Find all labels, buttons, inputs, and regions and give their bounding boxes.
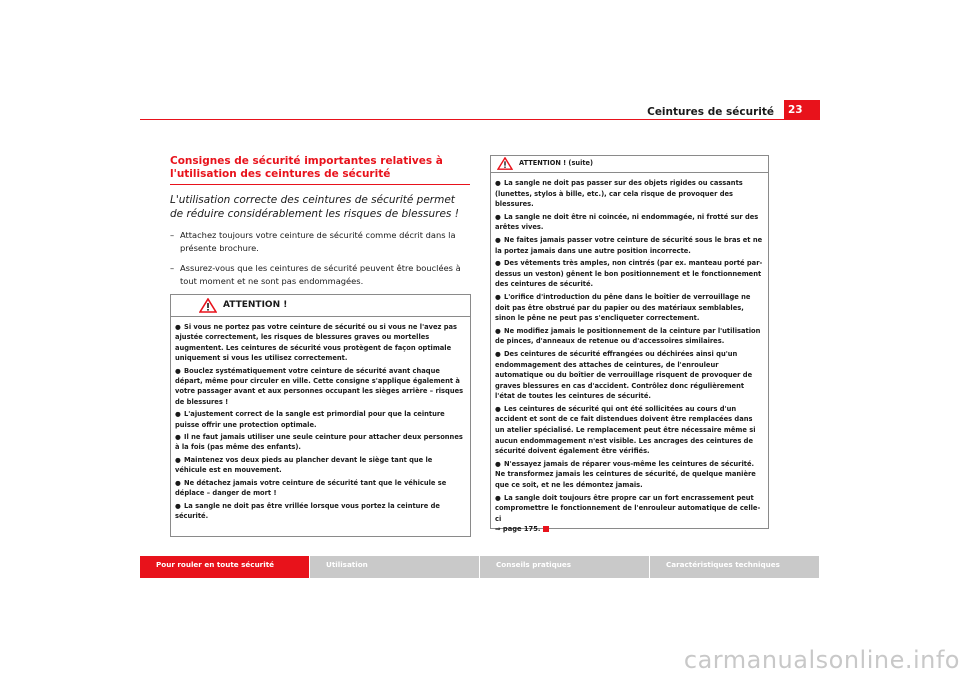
- bullet-icon: ●: [175, 478, 181, 487]
- list-item: ● La sangle ne doit pas passer sur des objets rigides ou cassants (lunettes, stylos à bille, etc.), car cela risque de provoquer des blessures.: [495, 179, 743, 209]
- end-marker-icon: [543, 526, 549, 532]
- list-item: ● Les ceintures de sécurité qui ont été sollicitées au cours d'un accident et sont de ce fait distendues doivent être remplacées dans un atelier spécialisé. Le remplacement peut être nécessaire même si aucun endommagement n'est visible. Les ancrages des ceintures de sécurité doivent également être vérifiés.: [495, 404, 756, 456]
- bullet-icon: ●: [175, 433, 181, 442]
- bullet-icon: ●: [495, 235, 501, 244]
- list-item: ● Ne modifiez jamais le positionnement de la ceinture par l'utilisation de pinces, d'anneaux de retenue ou d'accessoires similaires.: [495, 326, 761, 346]
- attention-list: [171, 317, 470, 521]
- attention-continued-box: [490, 155, 769, 534]
- footer-tab-utilisation[interactable]: Utilisation: [310, 556, 480, 578]
- list-item: ● Ne faites jamais passer votre ceinture de sécurité sous le bras et ne la portez jamais dans une autre position incorrecte.: [495, 235, 763, 255]
- list-item: ● Bouclez systématiquement votre ceinture de sécurité avant chaque départ, même pour circuler en ville. Cette consigne s'applique également à votre passager avant et aux personnes occupant les sièges arrière – risques de blessures !: [175, 366, 464, 406]
- section-content: [170, 155, 470, 295]
- list-item: ● Il ne faut jamais utiliser une seule ceinture pour attacher deux personnes à la fois (pas même des enfants).: [175, 433, 463, 452]
- attention-label: ATTENTION !: [223, 300, 288, 310]
- attention-continued-header: [491, 156, 768, 173]
- bullet-icon: ●: [495, 404, 501, 413]
- page-number: 23: [784, 100, 820, 119]
- warning-triangle-icon: [199, 298, 217, 313]
- bullet-icon: ●: [495, 292, 501, 301]
- bullet-icon: ●: [175, 366, 181, 375]
- list-item: ● La sangle doit toujours être propre car un fort encrassement peut compromettre le fonctionnement de l'enrouleur automatique de celle-ci ⇒ page 175.: [495, 493, 761, 534]
- bullet-icon: ●: [495, 179, 501, 187]
- bullet-icon: ●: [495, 212, 501, 221]
- footer-nav: [140, 556, 820, 578]
- attention-header: [171, 295, 470, 317]
- list-item: ● L'ajustement correct de la sangle est primordial pour que la ceinture puisse offrir une protection optimale.: [175, 410, 445, 429]
- footer-tab-conseils[interactable]: Conseils pratiques: [480, 556, 650, 578]
- bullet-icon: ●: [175, 455, 181, 464]
- list-item: ● Des vêtements très amples, non cintrés (par ex. manteau porté par-dessus un veston) gênent le bon positionnement et le fonctionnement des ceintures de sécurité.: [495, 259, 763, 289]
- list-item: ● L'orifice d'introduction du pêne dans le boîtier de verrouillage ne doit pas être obstrué par du papier ou des matériaux semblables, sinon le pêne ne peut pas s'encliqueter correctement.: [495, 292, 751, 323]
- list-item: ● Si vous ne portez pas votre ceinture de sécurité ou si vous ne l'avez pas ajustée correctement, les risques de blessures graves ou mortelles augmentent. Les ceintures de sécurité vous protègent de façon optimale uniquement si vous les utilisez correctement.: [175, 323, 458, 363]
- bullet-icon: ●: [175, 410, 181, 419]
- section-lead: L'utilisation correcte des ceintures de sécurité permet de réduire considérablement les risques de blessures !: [170, 194, 459, 220]
- page-header-title: Ceintures de sécurité: [647, 106, 774, 118]
- list-item: ● La sangle ne doit être ni coincée, ni endommagée, ni frotté sur des arêtes vives.: [495, 212, 759, 232]
- step-item: – Assurez-vous que les ceintures de sécurité peuvent être bouclées à tout moment et ne sont pas endommagées.: [170, 263, 461, 286]
- footer-tab-securite[interactable]: Pour rouler en toute sécurité: [140, 556, 310, 578]
- attention-continued-label: ATTENTION ! (suite): [519, 159, 593, 167]
- page-reference-link[interactable]: ⇒ page 175.: [495, 525, 541, 534]
- bullet-icon: ●: [495, 459, 501, 468]
- section-title: Consignes de sécurité importantes relatives à l'utilisation des ceintures de sécurité: [170, 155, 470, 185]
- bullet-icon: ●: [495, 259, 501, 268]
- warning-triangle-icon: [497, 157, 513, 170]
- step-list: [170, 229, 470, 287]
- bullet-icon: ●: [495, 326, 501, 335]
- list-item: ● N'essayez jamais de réparer vous-même les ceintures de sécurité. Ne transformez jamais les ceintures de sécurité, de quelque manière que ce soit, et ne les démontez jamais.: [495, 459, 756, 490]
- bullet-icon: ●: [495, 493, 501, 502]
- list-item: ● Ne détachez jamais votre ceinture de sécurité tant que le véhicule se déplace – danger de mort !: [175, 478, 447, 498]
- footer-tab-caracteristiques[interactable]: Caractéristiques techniques: [650, 556, 820, 578]
- bullet-icon: ●: [175, 323, 181, 331]
- header-rule: [140, 119, 820, 120]
- list-item: ● Maintenez vos deux pieds au plancher devant le siège tant que le véhicule est en mouvement.: [175, 455, 433, 475]
- attention-box: [170, 294, 471, 537]
- bullet-icon: ●: [495, 349, 501, 358]
- list-item: ● Des ceintures de sécurité effrangées ou déchirées ainsi qu'un endommagement des attaches de ceintures, de l'enrouleur automatique ou du boîtier de verrouillage risquent de provoquer de graves blessures en cas d'accident. Contrôlez donc régulièrement l'état de toutes les ceintures de sécurité.: [495, 349, 753, 401]
- attention-continued-list: [491, 173, 768, 535]
- list-item: ● La sangle ne doit pas être vrillée lorsque vous portez la ceinture de sécurité.: [175, 501, 440, 520]
- step-item: – Attachez toujours votre ceinture de sécurité comme décrit dans la présente brochure.: [170, 230, 456, 253]
- bullet-icon: ●: [175, 501, 181, 510]
- watermark-text: carmanualsonline.info: [683, 646, 960, 674]
